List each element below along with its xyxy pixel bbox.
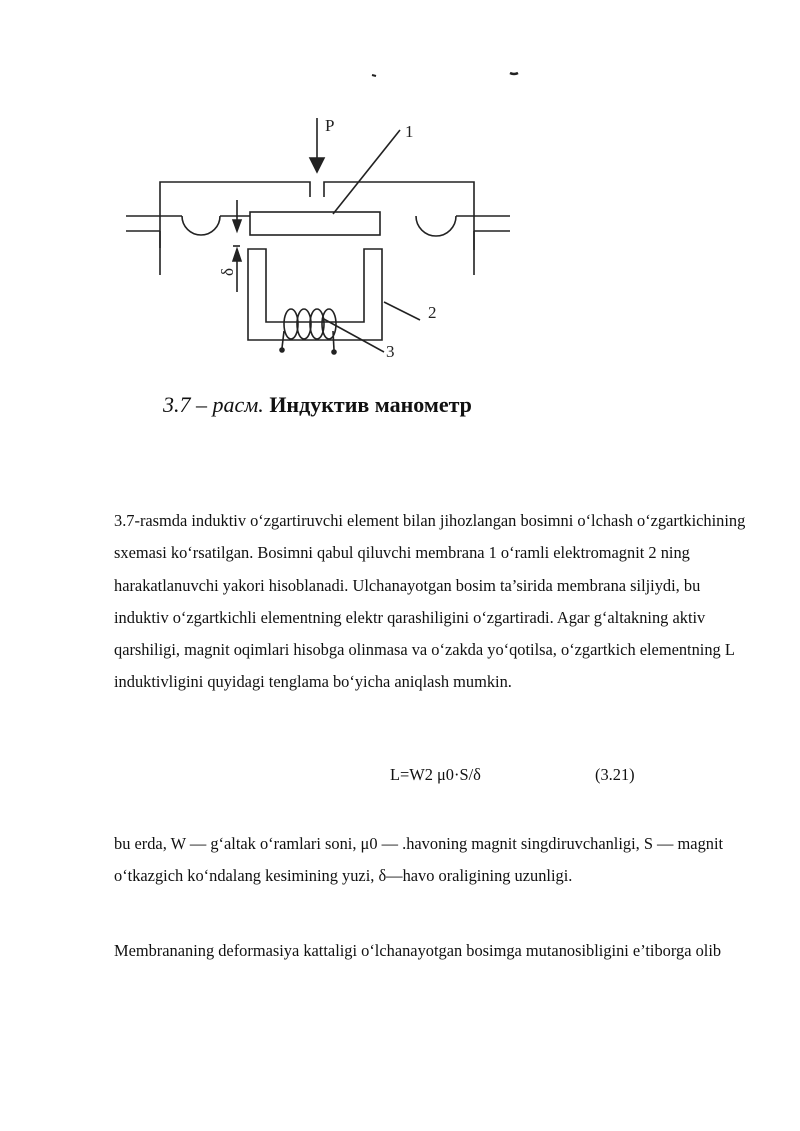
paragraph-continuation: Membrananing deformasiya kattaligi o‘lchanayotgan bosimga mutanosibligini e’tiborga olib <box>114 941 722 960</box>
caption-title: Индуктив манометр <box>269 392 472 417</box>
right-membrane-fold <box>416 216 456 236</box>
leader-line-3 <box>322 318 384 352</box>
scan-mark <box>510 73 518 74</box>
label-coil: 3 <box>386 342 395 361</box>
figure-caption <box>163 392 472 418</box>
formula-number: (3.21) <box>595 765 635 784</box>
label-force: P <box>325 116 335 135</box>
caption-number: 3.7 – расм. <box>163 392 264 417</box>
housing <box>126 182 510 275</box>
label-gap: δ <box>218 267 237 276</box>
left-membrane-fold <box>182 216 220 235</box>
paragraph-description: 3.7-rasmda induktiv o‘zgartiruvchi element bilan jihozlangan bosimni o‘lchash o‘zgartkichining sxemasi ko‘rsatilgan. Bosimni qabul qiluvchi membrana 1 o‘ramli elektromagnit 2 ning harakatlanuvchi yakori hisoblanadi. Ulchanayotgan bosim ta’sirida membrana siljiydi, bu induktiv o‘zgartkichli elementning elektr qarashiligini o‘zgartiradi. Agar g‘altakning aktiv qarshiligi, magnit oqimlari hisobga olinmasa va o‘zakda yo‘qotilsa, o‘zgartkich elementning L induktivligini quyidagi tenglama bo‘yicha aniqlash mumkin. <box>114 511 746 692</box>
pressure-arrow <box>310 118 324 172</box>
leader-line-1 <box>333 130 400 214</box>
inductive-manometer-figure <box>0 0 800 440</box>
formula: L=W2 μ0·S/δ <box>390 765 481 784</box>
manometer-diagram <box>0 0 800 440</box>
gap-dimension <box>233 200 241 292</box>
electromagnet-core <box>248 249 382 340</box>
label-membrane: 1 <box>405 122 414 141</box>
coil <box>280 309 336 354</box>
leader-line-2 <box>384 302 420 320</box>
membrane-armature <box>250 212 380 235</box>
label-magnet: 2 <box>428 303 437 322</box>
scan-mark <box>372 75 376 76</box>
paragraph-definitions: bu erda, W — g‘altak o‘ramlari soni, μ0 — .havoning magnit singdiruvchanligi, S — magnit o‘tkazgich ko‘ndalang kesimining yuzi, δ—havo oraligining uzunligi. <box>114 834 724 886</box>
